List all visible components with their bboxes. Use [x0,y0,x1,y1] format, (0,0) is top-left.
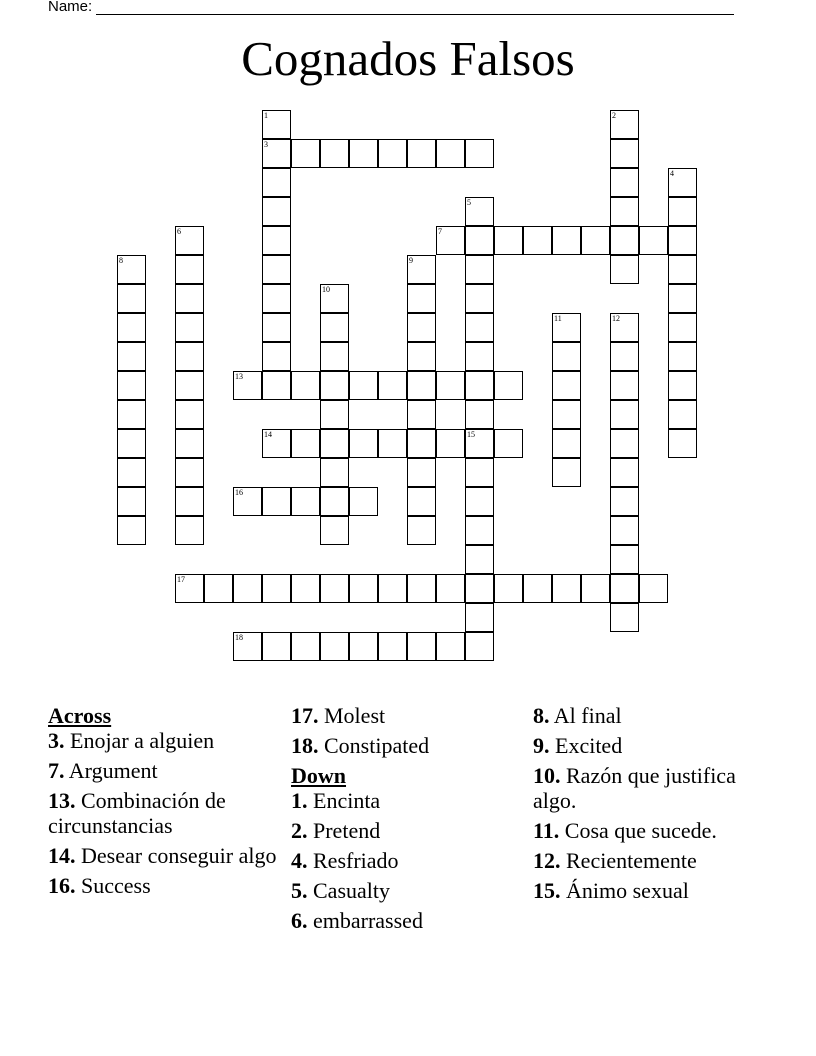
name-label: Name: [48,0,93,15]
clue-across: 17. Molest [291,703,386,728]
clue-number: 5 [467,198,471,207]
grid-cell[interactable] [407,516,436,545]
clue-down: 9. Excited [533,733,623,758]
grid-cell[interactable] [175,487,204,516]
grid-cell[interactable] [378,429,407,458]
clue-down: 1. Encinta [291,788,381,813]
grid-cell[interactable] [552,371,581,400]
grid-cell[interactable] [668,400,697,429]
clue-number: 9 [409,256,413,265]
grid-cell[interactable] [262,255,291,284]
grid-cell[interactable] [349,632,378,661]
grid-cell[interactable] [291,632,320,661]
grid-cell[interactable] [668,429,697,458]
clue-number: 6 [177,227,181,236]
grid-cell[interactable] [291,139,320,168]
grid-cell[interactable] [552,226,581,255]
grid-cell[interactable] [262,313,291,342]
grid-cell[interactable] [465,342,494,371]
grid-cell[interactable] [117,342,146,371]
grid-cell[interactable] [581,226,610,255]
grid-cell[interactable] [349,371,378,400]
grid-cell[interactable] [320,632,349,661]
grid-cell[interactable] [436,139,465,168]
grid-cell[interactable] [465,371,494,400]
grid-cell[interactable] [320,487,349,516]
grid-cell[interactable] [523,574,552,603]
grid-cell[interactable] [407,400,436,429]
grid-cell[interactable] [291,371,320,400]
grid-cell[interactable] [320,371,349,400]
grid-cell[interactable] [465,197,494,226]
grid-cell[interactable] [320,574,349,603]
grid-cell[interactable] [407,255,436,284]
grid-cell[interactable] [436,371,465,400]
grid-cell[interactable] [465,429,494,458]
grid-cell[interactable] [175,429,204,458]
grid-cell[interactable] [668,342,697,371]
grid-cell[interactable] [610,168,639,197]
grid-cell[interactable] [668,168,697,197]
grid-cell[interactable] [262,371,291,400]
grid-cell[interactable] [233,632,262,661]
clue-down: 6. embarrassed [291,908,423,933]
grid-cell[interactable] [552,458,581,487]
grid-cell[interactable] [610,342,639,371]
grid-cell[interactable] [320,313,349,342]
grid-cell[interactable] [668,255,697,284]
grid-cell[interactable] [262,139,291,168]
clues-column-2 [291,703,521,938]
clues-column-3 [533,703,763,908]
clue-number: 1 [264,111,268,120]
clue-number: 17 [177,575,185,584]
grid-cell[interactable] [233,371,262,400]
grid-cell[interactable] [349,139,378,168]
grid-cell[interactable] [610,110,639,139]
grid-cell[interactable] [552,574,581,603]
grid-cell[interactable] [349,429,378,458]
clue-number: 12 [612,314,620,323]
clue-across: 3. Enojar a alguien [48,728,215,753]
grid-cell[interactable] [233,487,262,516]
grid-cell[interactable] [175,458,204,487]
across-heading: Across [48,703,112,728]
grid-cell[interactable] [465,226,494,255]
grid-cell[interactable] [552,313,581,342]
grid-cell[interactable] [610,313,639,342]
grid-cell[interactable] [465,487,494,516]
grid-cell[interactable] [262,487,291,516]
grid-cell[interactable] [407,458,436,487]
grid-cell[interactable] [610,603,639,632]
grid-cell[interactable] [407,487,436,516]
grid-cell[interactable] [610,545,639,574]
down-heading: Down [291,763,347,788]
grid-cell[interactable] [552,429,581,458]
grid-cell[interactable] [610,197,639,226]
grid-cell[interactable] [204,574,233,603]
grid-cell[interactable] [610,458,639,487]
clue-down: 2. Pretend [291,818,381,843]
clues-column-1 [48,703,278,903]
grid-cell[interactable] [610,429,639,458]
grid-cell[interactable] [668,371,697,400]
grid-cell[interactable] [668,284,697,313]
grid-cell[interactable] [494,429,523,458]
grid-cell[interactable] [407,371,436,400]
grid-cell[interactable] [262,429,291,458]
grid-cell[interactable] [175,400,204,429]
grid-cell[interactable] [465,545,494,574]
grid-cell[interactable] [610,371,639,400]
clue-number: 18 [235,633,243,642]
grid-cell[interactable] [581,574,610,603]
grid-cell[interactable] [175,371,204,400]
grid-cell[interactable] [610,516,639,545]
grid-cell[interactable] [175,313,204,342]
grid-cell[interactable] [436,574,465,603]
grid-cell[interactable] [320,458,349,487]
clue-number: 13 [235,372,243,381]
grid-cell[interactable] [320,429,349,458]
grid-cell[interactable] [175,574,204,603]
grid-cell[interactable] [378,574,407,603]
clue-down: 5. Casualty [291,878,390,903]
grid-cell[interactable] [117,255,146,284]
grid-cell[interactable] [407,342,436,371]
grid-cell[interactable] [262,226,291,255]
grid-cell[interactable] [320,400,349,429]
grid-cell[interactable] [465,516,494,545]
grid-cell[interactable] [639,574,668,603]
grid-cell[interactable] [552,400,581,429]
grid-cell[interactable] [436,429,465,458]
grid-cell[interactable] [407,139,436,168]
clue-number: 14 [264,430,272,439]
grid-cell[interactable] [117,429,146,458]
grid-cell[interactable] [320,342,349,371]
grid-cell[interactable] [117,313,146,342]
grid-cell[interactable] [291,429,320,458]
clue-across: 16. Success [48,873,151,898]
grid-cell[interactable] [407,574,436,603]
grid-cell[interactable] [494,574,523,603]
grid-cell[interactable] [407,284,436,313]
grid-cell[interactable] [610,139,639,168]
grid-cell[interactable] [465,255,494,284]
grid-cell[interactable] [436,226,465,255]
grid-cell[interactable] [407,429,436,458]
grid-cell[interactable] [175,255,204,284]
clue-down: 4. Resfriado [291,848,399,873]
grid-cell[interactable] [291,574,320,603]
grid-cell[interactable] [349,574,378,603]
clue-number: 15 [467,430,475,439]
clue-down: 8. Al final [533,703,622,728]
grid-cell[interactable] [117,284,146,313]
clue-across: 14. Desear conseguir algo [48,843,277,868]
grid-cell[interactable] [668,197,697,226]
grid-cell[interactable] [465,458,494,487]
grid-cell[interactable] [117,400,146,429]
grid-cell[interactable] [262,632,291,661]
clue-across: 18. Constipated [291,733,430,758]
grid-cell[interactable] [465,574,494,603]
grid-cell[interactable] [291,487,320,516]
clue-number: 10 [322,285,330,294]
grid-cell[interactable] [610,574,639,603]
grid-cell[interactable] [117,458,146,487]
clue-down: 12. Recientemente [533,848,697,873]
grid-cell[interactable] [465,313,494,342]
clue-number: 16 [235,488,243,497]
grid-cell[interactable] [233,574,262,603]
grid-cell[interactable] [436,632,465,661]
grid-cell[interactable] [407,313,436,342]
grid-cell[interactable] [262,197,291,226]
clue-down: 15. Ánimo sexual [533,878,689,903]
grid-cell[interactable] [552,342,581,371]
grid-cell[interactable] [465,603,494,632]
clue-number: 2 [612,111,616,120]
grid-cell[interactable] [465,400,494,429]
grid-cell[interactable] [668,226,697,255]
grid-cell[interactable] [407,632,436,661]
grid-cell[interactable] [262,342,291,371]
clue-number: 11 [554,314,562,323]
grid-cell[interactable] [465,139,494,168]
clue-down: 10. Razón que justifica algo. [533,763,736,813]
clue-across: 7. Argument [48,758,158,783]
grid-cell[interactable] [668,313,697,342]
grid-cell[interactable] [262,574,291,603]
grid-cell[interactable] [465,284,494,313]
grid-cell[interactable] [610,400,639,429]
grid-cell[interactable] [465,632,494,661]
grid-cell[interactable] [349,487,378,516]
clue-number: 4 [670,169,674,178]
clue-across: 13. Combinación de circunstancias [48,788,226,838]
grid-cell[interactable] [320,139,349,168]
clue-number: 3 [264,140,268,149]
grid-cell[interactable] [494,371,523,400]
grid-cell[interactable] [117,371,146,400]
grid-cell[interactable] [378,139,407,168]
grid-cell[interactable] [378,371,407,400]
clue-number: 8 [119,256,123,265]
grid-cell[interactable] [610,255,639,284]
grid-cell[interactable] [262,168,291,197]
grid-cell[interactable] [175,226,204,255]
page-title: Cognados Falsos [241,31,575,86]
grid-cell[interactable] [262,110,291,139]
grid-cell[interactable] [639,226,668,255]
grid-cell[interactable] [320,284,349,313]
grid-cell[interactable] [610,226,639,255]
clue-number: 7 [438,227,442,236]
grid-cell[interactable] [320,516,349,545]
grid-cell[interactable] [175,342,204,371]
grid-cell[interactable] [117,487,146,516]
grid-cell[interactable] [262,284,291,313]
grid-cell[interactable] [175,516,204,545]
grid-cell[interactable] [494,226,523,255]
grid-cell[interactable] [523,226,552,255]
grid-cell[interactable] [117,516,146,545]
clue-down: 11. Cosa que sucede. [533,818,717,843]
grid-cell[interactable] [610,487,639,516]
grid-cell[interactable] [175,284,204,313]
grid-cell[interactable] [378,632,407,661]
